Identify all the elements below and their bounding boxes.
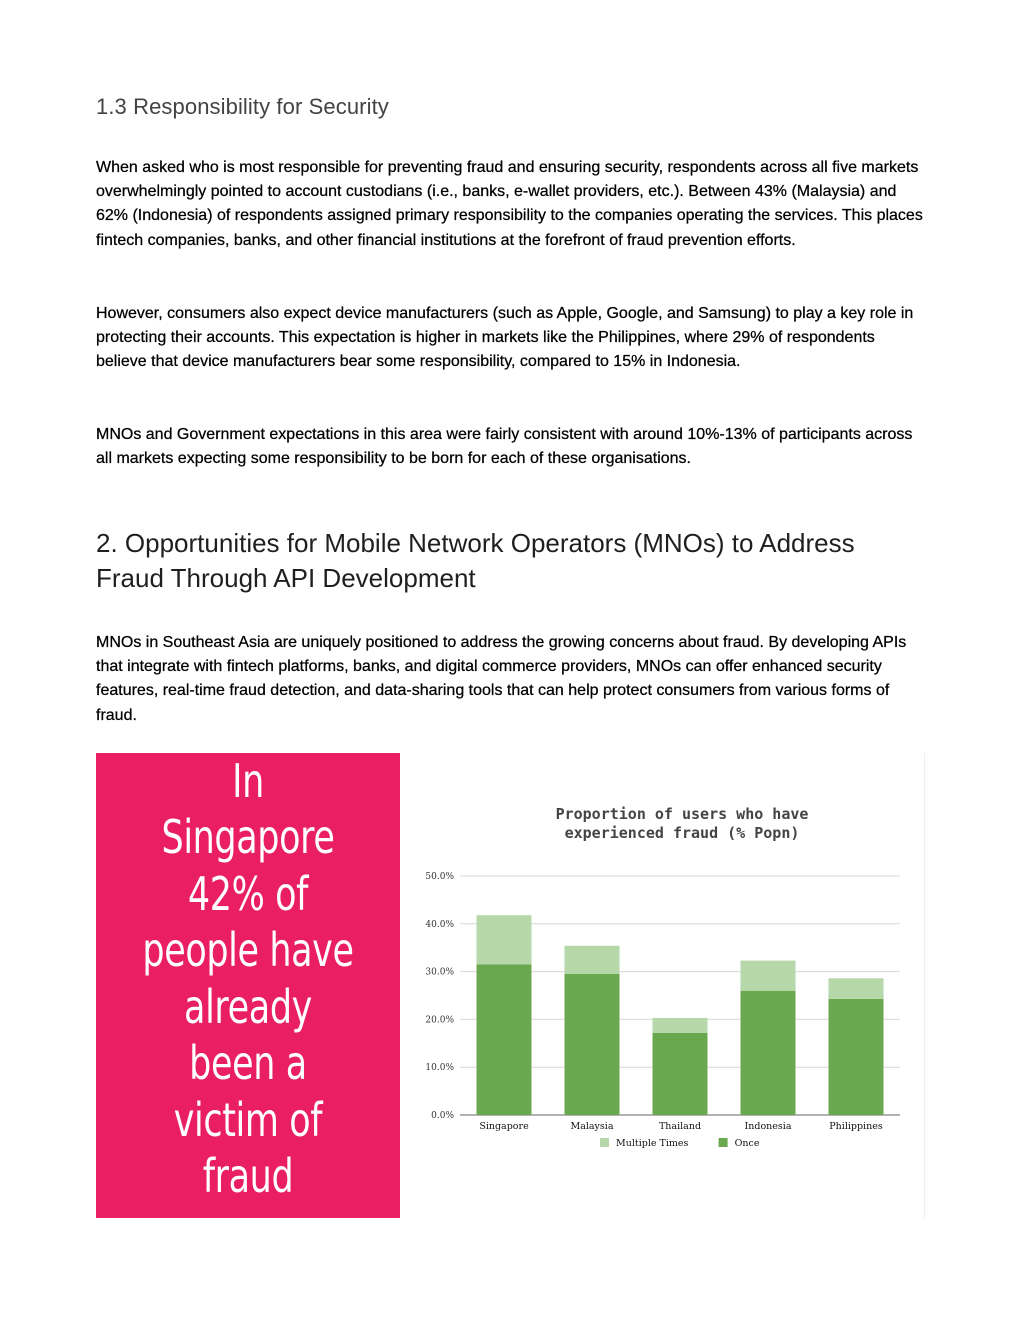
bar-multiple-times-indonesia xyxy=(741,961,796,991)
paragraph-mnos-government: MNOs and Government expectations in this area were fairly consistent with around 10%-13% of participants across all markets expecting some responsibility to be born for each of these organisations. xyxy=(96,426,913,468)
y-tick-label: 10.0% xyxy=(425,1063,454,1074)
callout-line: 42% of xyxy=(187,866,309,921)
x-tick-label: Philippines xyxy=(829,1121,883,1132)
legend-swatch xyxy=(719,1138,728,1147)
paragraph-account-custodians: When asked who is most responsible for preventing fraud and ensuring security, respondents across all five markets overwhelmingly pointed to account custodians (i.e., banks, e-wallet providers, etc.). Between 43% (Malaysia) and 62% (Indonesia) of respondents assigned primary responsibility to the companies operating the services. This places fintech companies, banks, and other financial institutions at the forefront of fraud prevention efforts. xyxy=(96,159,923,249)
fraud-figure xyxy=(96,753,924,1218)
callout-line: people have xyxy=(142,923,354,977)
bar-multiple-times-malaysia xyxy=(565,946,620,974)
callout-line: fraud xyxy=(202,1149,294,1203)
fraud-bar-chart xyxy=(400,753,925,1218)
bar-once-malaysia xyxy=(565,974,620,1115)
bar-once-singapore xyxy=(477,964,532,1115)
bar-multiple-times-singapore xyxy=(477,915,532,964)
y-tick-label: 30.0% xyxy=(425,967,454,978)
x-tick-label: Thailand xyxy=(658,1121,702,1132)
bar-multiple-times-thailand xyxy=(653,1018,708,1033)
bar-once-philippines xyxy=(829,999,884,1115)
x-tick-label: Singapore xyxy=(479,1121,529,1132)
bar-multiple-times-philippines xyxy=(829,978,884,999)
x-tick-label: Indonesia xyxy=(744,1121,792,1132)
bar-once-indonesia xyxy=(741,991,796,1115)
section-heading-responsibility: 1.3 Responsibility for Security xyxy=(96,94,389,119)
chart-canvas xyxy=(400,753,924,1218)
callout-line: In Singapore xyxy=(161,753,335,864)
y-tick-label: 0.0% xyxy=(431,1111,454,1121)
bar-once-thailand xyxy=(653,1033,708,1115)
x-tick-label: Malaysia xyxy=(570,1121,614,1132)
callout-line: victim of xyxy=(173,1092,323,1147)
chart-title-line: experienced fraud (% Popn) xyxy=(564,824,800,842)
section-heading-mno-opportunities: 2. Opportunities for Mobile Network Operators (MNOs) to Address Fraud Through API Development xyxy=(96,528,855,593)
chart-title-line: Proportion of users who have xyxy=(555,805,809,823)
chart-legend xyxy=(600,1138,760,1149)
paragraph-device-manufacturers: However, consumers also expect device manufacturers (such as Apple, Google, and Samsung) to play a key role in protecting their accounts. This expectation is higher in markets like the Philippines, where 29% of respondents believe that device manufacturers bear some responsibility, compared to 15% in Indonesia. xyxy=(96,305,914,371)
paragraph-mno-apis: MNOs in Southeast Asia are uniquely positioned to address the growing concerns about fraud. By developing APIs that integrate with fintech platforms, banks, and digital commerce providers, MNOs can offer enhanced security features, real-time fraud detection, and data-sharing tools that can help protect consumers from various forms of fraud. xyxy=(96,634,907,724)
chart-bars xyxy=(477,915,884,1115)
singapore-fraud-callout xyxy=(96,753,400,1218)
y-tick-label: 50.0% xyxy=(425,872,454,882)
legend-label: Multiple Times xyxy=(616,1138,689,1149)
callout-text xyxy=(142,753,355,1205)
callout-line: already xyxy=(184,979,312,1034)
callout-line: been a xyxy=(189,1036,307,1090)
y-tick-label: 40.0% xyxy=(425,919,454,930)
y-tick-label: 20.0% xyxy=(425,1015,454,1026)
legend-label: Once xyxy=(734,1138,760,1149)
legend-swatch xyxy=(600,1138,609,1147)
